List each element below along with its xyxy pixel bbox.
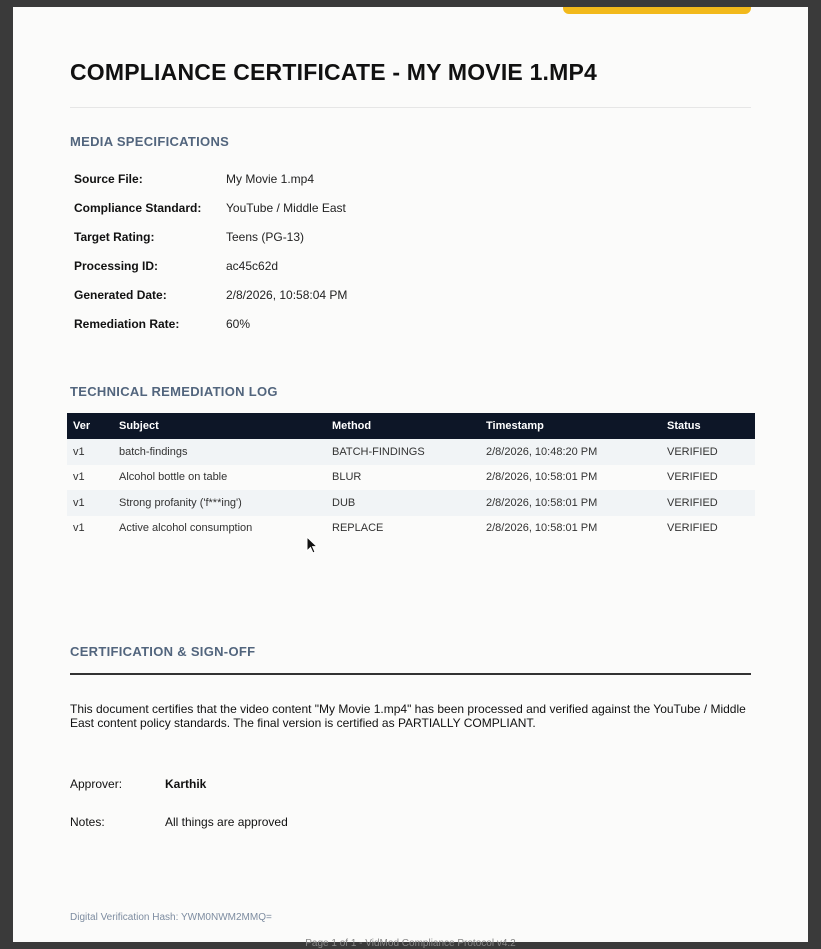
cell-method: DUB — [326, 490, 480, 516]
spec-row-processing-id — [74, 251, 347, 280]
cell-subject: batch-findings — [113, 439, 326, 465]
cell-timestamp: 2/8/2026, 10:48:20 PM — [480, 439, 661, 465]
remediation-log-heading: TECHNICAL REMEDIATION LOG — [70, 384, 278, 399]
spec-row-target-rating — [74, 222, 347, 251]
verification-hash: Digital Verification Hash: YWM0NWM2MMQ= — [70, 912, 272, 923]
spec-label: Remediation Rate: — [74, 316, 180, 331]
cell-ver: v1 — [67, 490, 113, 516]
page-title: COMPLIANCE CERTIFICATE - MY MOVIE 1.MP4 — [70, 59, 598, 85]
spec-label: Generated Date: — [74, 287, 167, 302]
certificate-page — [13, 7, 808, 949]
spec-value: Teens (PG-13) — [226, 229, 305, 244]
table-row — [67, 490, 755, 516]
spec-value: YouTube / Middle East — [226, 200, 346, 215]
accent-tab — [563, 7, 751, 14]
approver-row — [70, 777, 206, 791]
spec-row-source-file — [74, 164, 347, 193]
spec-value: 60% — [226, 316, 251, 331]
table-row — [67, 439, 755, 465]
approver-label: Approver: — [70, 777, 123, 791]
cell-ver: v1 — [67, 439, 113, 465]
spec-label: Processing ID: — [74, 258, 159, 273]
spec-label: Source File: — [74, 171, 143, 186]
media-specs-table — [74, 164, 347, 338]
certification-divider — [70, 673, 751, 675]
mouse-pointer-icon — [306, 536, 318, 554]
spec-value: My Movie 1.mp4 — [226, 171, 315, 186]
cell-method: BATCH-FINDINGS — [326, 439, 480, 465]
column-header-ver: Ver — [67, 413, 113, 439]
column-header-timestamp: Timestamp — [480, 413, 661, 439]
cell-timestamp: 2/8/2026, 10:58:01 PM — [486, 471, 598, 484]
notes-value: All things are approved — [165, 815, 288, 829]
media-specs-heading: MEDIA SPECIFICATIONS — [70, 134, 230, 149]
spec-row-compliance-standard — [74, 193, 347, 222]
cell-method: BLUR — [332, 471, 362, 484]
certification-heading: CERTIFICATION & SIGN-OFF — [70, 644, 256, 659]
cell-subject: Strong profanity ('f***ing') — [113, 490, 326, 516]
column-header-subject: Subject — [113, 413, 326, 439]
cell-timestamp: 2/8/2026, 10:58:01 PM — [486, 522, 598, 535]
table-row — [67, 516, 755, 542]
remediation-log-table — [67, 413, 755, 541]
column-header-method: Method — [326, 413, 480, 439]
certification-statement: This document certifies that the video content "My Movie 1.mp4" has been processed and verified against the YouTube / Middle East content policy standards. The final version is certified as PARTIALLY COMPLIANT. — [70, 702, 746, 730]
spec-row-remediation-rate — [74, 309, 347, 338]
cell-method: REPLACE — [332, 522, 384, 535]
cell-status: VERIFIED — [667, 522, 718, 535]
title-divider — [70, 107, 751, 108]
table-row — [67, 465, 755, 491]
spec-value: 2/8/2026, 10:58:04 PM — [226, 287, 348, 302]
approver-name: Karthik — [165, 777, 207, 791]
notes-label: Notes: — [70, 815, 105, 829]
spec-row-generated-date — [74, 280, 347, 309]
table-header-row — [67, 413, 755, 439]
page-footer: Page 1 of 1 - VidMod Compliance Protocol v4.2 — [305, 938, 516, 949]
cell-status: VERIFIED — [661, 490, 755, 516]
spec-label: Compliance Standard: — [74, 200, 202, 215]
cell-timestamp: 2/8/2026, 10:58:01 PM — [480, 490, 661, 516]
cell-subject: Active alcohol consumption — [119, 522, 253, 535]
cell-subject: Alcohol bottle on table — [119, 471, 228, 484]
column-header-status: Status — [661, 413, 755, 439]
spec-label: Target Rating: — [74, 229, 155, 244]
notes-row — [70, 815, 288, 829]
spec-value: ac45c62d — [226, 258, 279, 273]
cell-ver: v1 — [73, 471, 85, 484]
cell-status: VERIFIED — [661, 439, 755, 465]
cell-ver: v1 — [73, 522, 85, 535]
cell-status: VERIFIED — [667, 471, 718, 484]
